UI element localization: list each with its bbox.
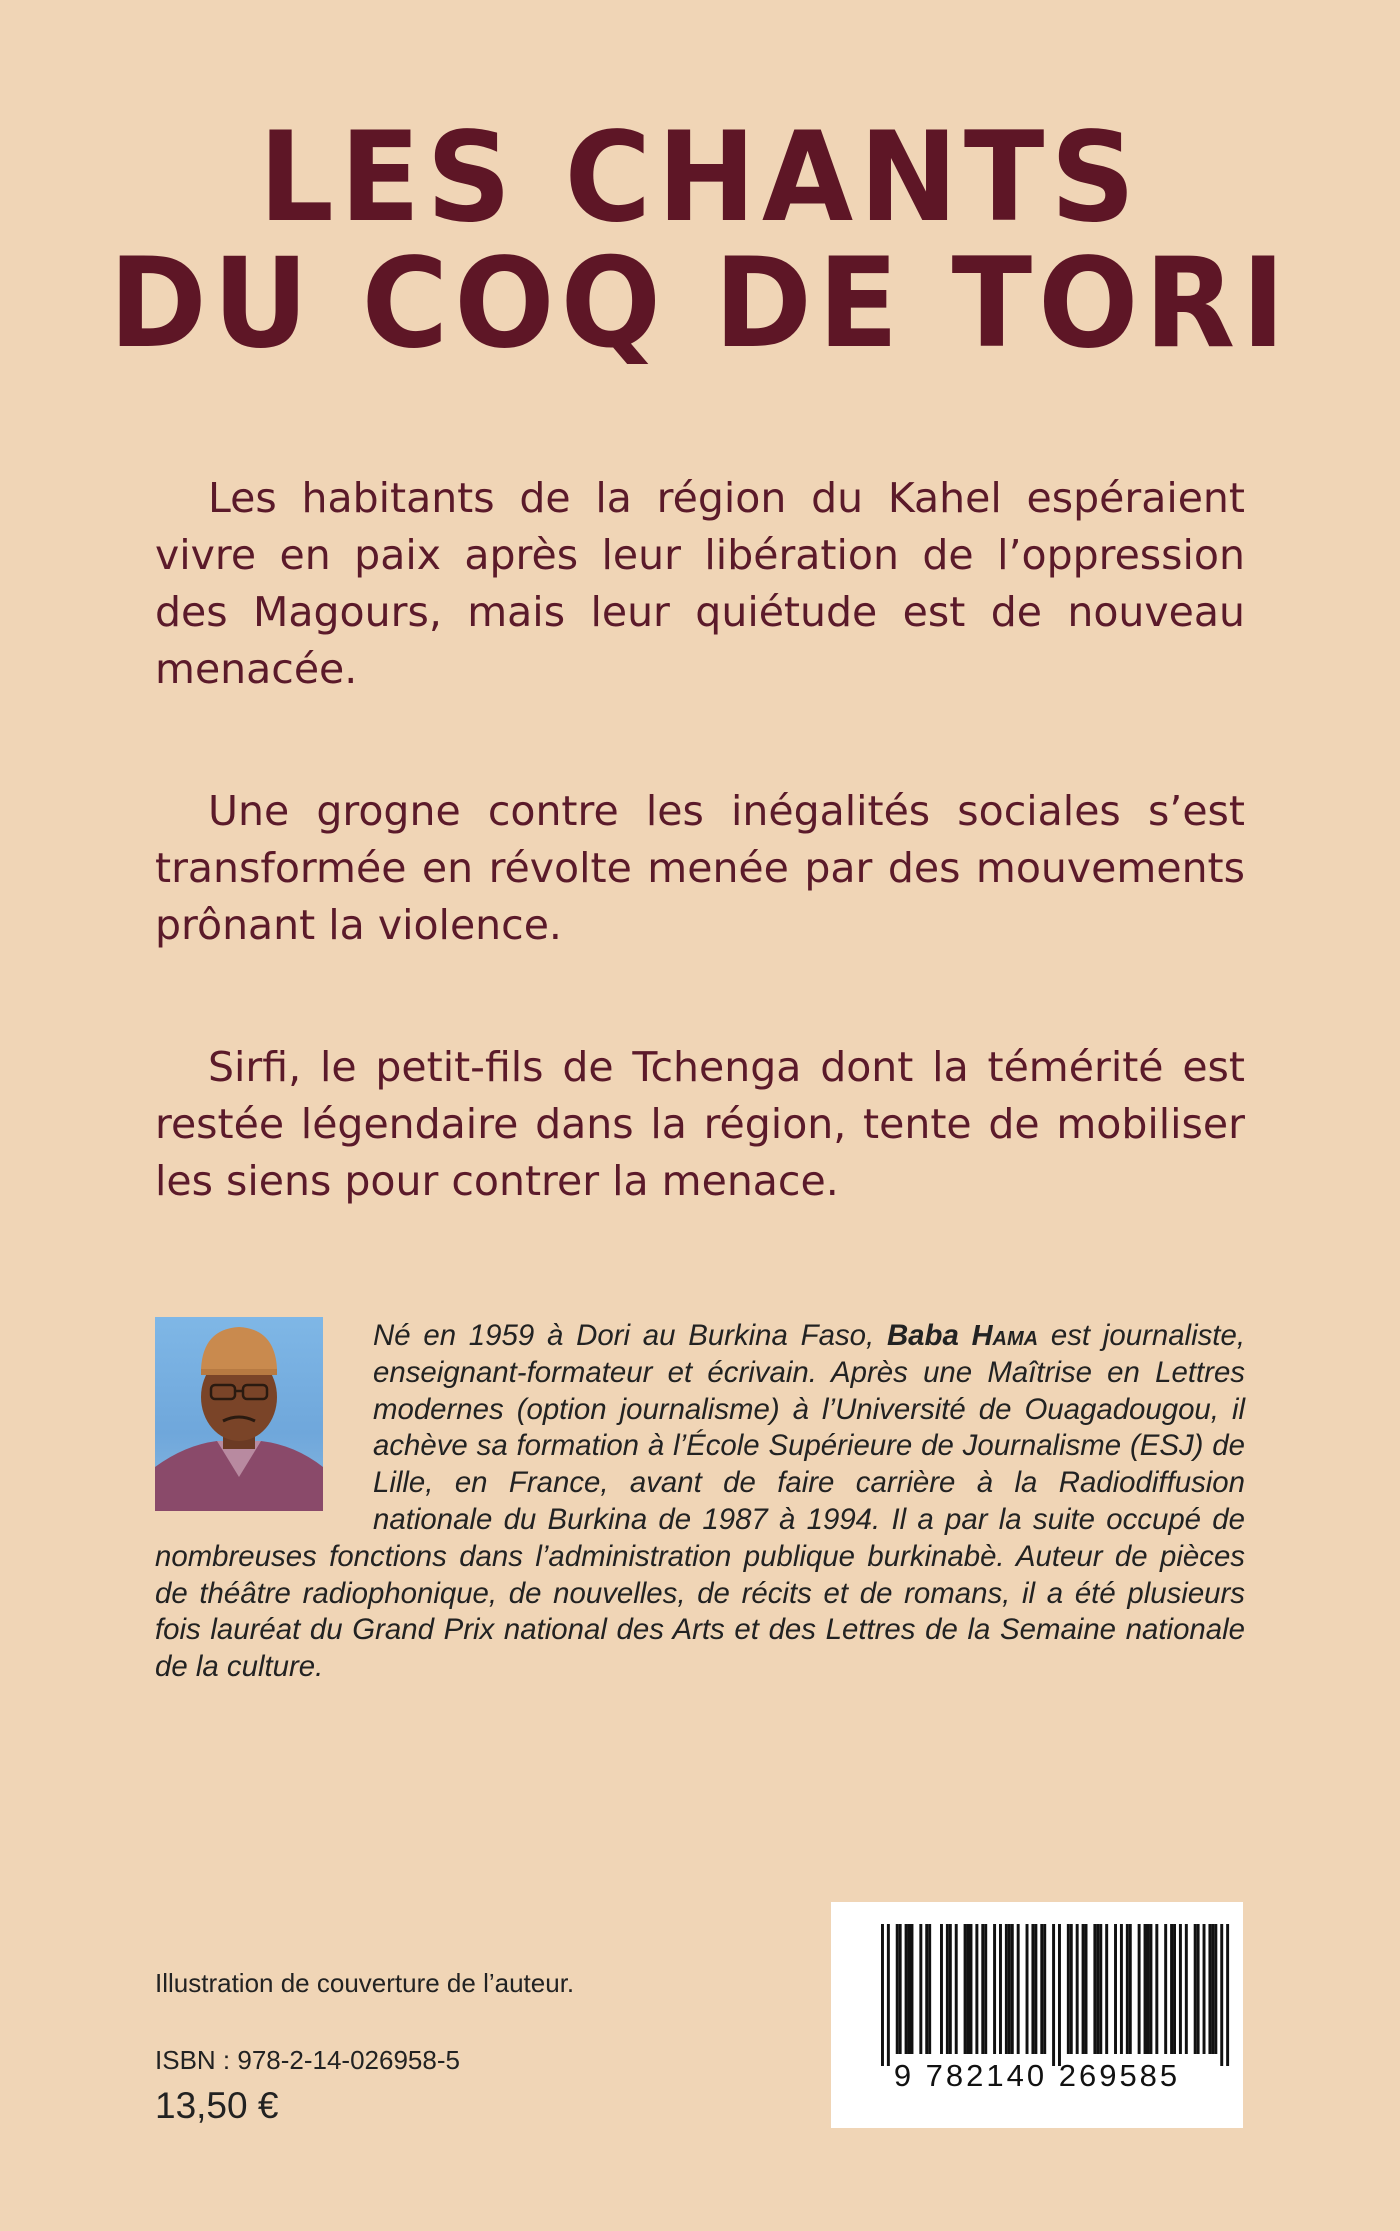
cover-illustration-credit: Illustration de couverture de l’auteur. — [155, 1968, 575, 1998]
barcode-bar — [999, 1924, 1002, 2054]
photo-float-spacer — [155, 1318, 373, 1518]
blurb-paragraph-2: Une grogne contre les inégalités sociales s’est transformée en révolte menée par des mouvements prônant la violence. — [155, 787, 1245, 949]
barcode-bar — [955, 1924, 958, 2054]
barcode-bar — [1155, 1924, 1158, 2054]
barcode-bar — [1105, 1924, 1108, 2054]
barcode-bar — [1170, 1924, 1173, 2054]
barcode-bar — [1208, 1924, 1211, 2054]
author-bio — [155, 1318, 1245, 1686]
barcode-bar — [1058, 1924, 1061, 2066]
barcode-bar — [1099, 1924, 1102, 2054]
barcode-bar — [1185, 1924, 1188, 2054]
barcode-bar — [1114, 1924, 1117, 2054]
barcode-bar — [896, 1924, 899, 2054]
barcode-bar — [949, 1924, 952, 2054]
barcode-bar — [1194, 1924, 1197, 2054]
bio-body: est journaliste, enseignant-formateur et écrivain. Après une Maîtrise en Lettres modernes (option journalisme) à l’Université de Ouagadougou, il achève sa formation à l’École Supérieure de Journalisme (ESJ) de Lille, en France, avant de faire carrière à la Radiodiffusion nationale du Burkina de 1987 à 1994. Il a par la suite occupé de nombreuses fonctions dans l’administration publique burkinabè. Auteur de pièces de théâtre radiophonique, de nouvelles, de récits et de romans, il a été plusieurs fois lauréat du Grand Prix national des Arts et des Lettres de la Semaine nationale de la culture. — [155, 1319, 1245, 1684]
barcode-bar — [887, 1924, 890, 2066]
barcode-bar — [925, 1924, 928, 2054]
barcode-bar — [1179, 1924, 1182, 2054]
barcode-bar — [1203, 1924, 1206, 2054]
barcode-bar — [1070, 1924, 1073, 2054]
barcode-bar — [1214, 1924, 1217, 2054]
barcode-digits: 9 782140 269585 — [893, 2058, 1181, 2093]
barcode-bar — [975, 1924, 978, 2054]
barcode-bar — [1052, 1924, 1055, 2066]
barcode-bar — [1067, 1924, 1070, 2054]
barcode-bar — [905, 1924, 908, 2054]
author-last-name: Hama — [971, 1320, 1039, 1352]
barcode-bar — [1173, 1924, 1176, 2054]
author-first-name: Baba — [886, 1319, 959, 1352]
barcode-bar — [881, 1924, 884, 2066]
barcode-bar — [981, 1924, 984, 2054]
barcode-bar — [928, 1924, 931, 2054]
barcode-bar — [1226, 1924, 1229, 2066]
barcode-bar — [1220, 1924, 1223, 2066]
barcode-bar — [908, 1924, 911, 2054]
barcode-bar — [1076, 1924, 1079, 2054]
barcode-bar — [1144, 1924, 1147, 2054]
bio-intro: Né en 1959 à Dori au Burkina Faso, — [373, 1319, 875, 1352]
barcode-bar — [1082, 1924, 1085, 2054]
barcode-bar — [911, 1924, 914, 2054]
book-title — [0, 104, 1400, 376]
barcode-bar — [1129, 1924, 1132, 2054]
barcode-bar — [1031, 1924, 1034, 2054]
barcode-bar — [1164, 1924, 1167, 2054]
barcode-bar — [1147, 1924, 1150, 2054]
barcode-bar — [1034, 1924, 1037, 2054]
barcode-bar — [899, 1924, 902, 2054]
barcode-bar — [1040, 1924, 1043, 2054]
barcode-bar — [993, 1924, 996, 2054]
barcode-bar — [1096, 1924, 1099, 2054]
title-line-2: DU COQ DE TORI — [108, 230, 1292, 376]
barcode-bar — [984, 1924, 987, 2054]
barcode-bar — [1026, 1924, 1029, 2054]
barcode-bar — [940, 1924, 943, 2054]
barcode-bars — [831, 1902, 1243, 2128]
barcode-bar — [919, 1924, 922, 2054]
barcode — [831, 1902, 1243, 2128]
barcode-bar — [1197, 1924, 1200, 2054]
barcode-bar — [1008, 1924, 1011, 2054]
barcode-bar — [967, 1924, 970, 2054]
barcode-bar — [946, 1924, 949, 2054]
barcode-bar — [1017, 1924, 1020, 2054]
barcode-bar — [1211, 1924, 1214, 2054]
blurb-paragraph-1: Les habitants de la région du Kahel espéraient vivre en paix après leur libération de l’oppression des Magours, mais leur quiétude est de nouveau menacée. — [155, 474, 1245, 693]
barcode-bar — [964, 1924, 967, 2054]
back-cover-blurb — [155, 470, 1245, 1295]
barcode-bar — [1126, 1924, 1129, 2054]
title-line-1: LES CHANTS — [258, 104, 1142, 250]
barcode-bar — [1149, 1924, 1152, 2054]
barcode-bar — [1085, 1924, 1088, 2054]
barcode-bar — [1011, 1924, 1014, 2054]
price: 13,50 € — [155, 2085, 279, 2126]
barcode-bar — [1120, 1924, 1123, 2054]
barcode-bar — [970, 1924, 973, 2054]
author-name — [887, 1319, 1038, 1352]
barcode-bar — [1138, 1924, 1141, 2054]
isbn: ISBN : 978-2-14-026958-5 — [155, 2045, 460, 2075]
barcode-bar — [1043, 1924, 1046, 2054]
blurb-paragraph-3: Sirfi, le petit-fils de Tchenga dont la témérité est restée légendaire dans la région, tente de mobiliser les siens pour contrer la menace. — [155, 1043, 1245, 1205]
barcode-bar — [1005, 1924, 1008, 2054]
barcode-bar — [1093, 1924, 1096, 2054]
